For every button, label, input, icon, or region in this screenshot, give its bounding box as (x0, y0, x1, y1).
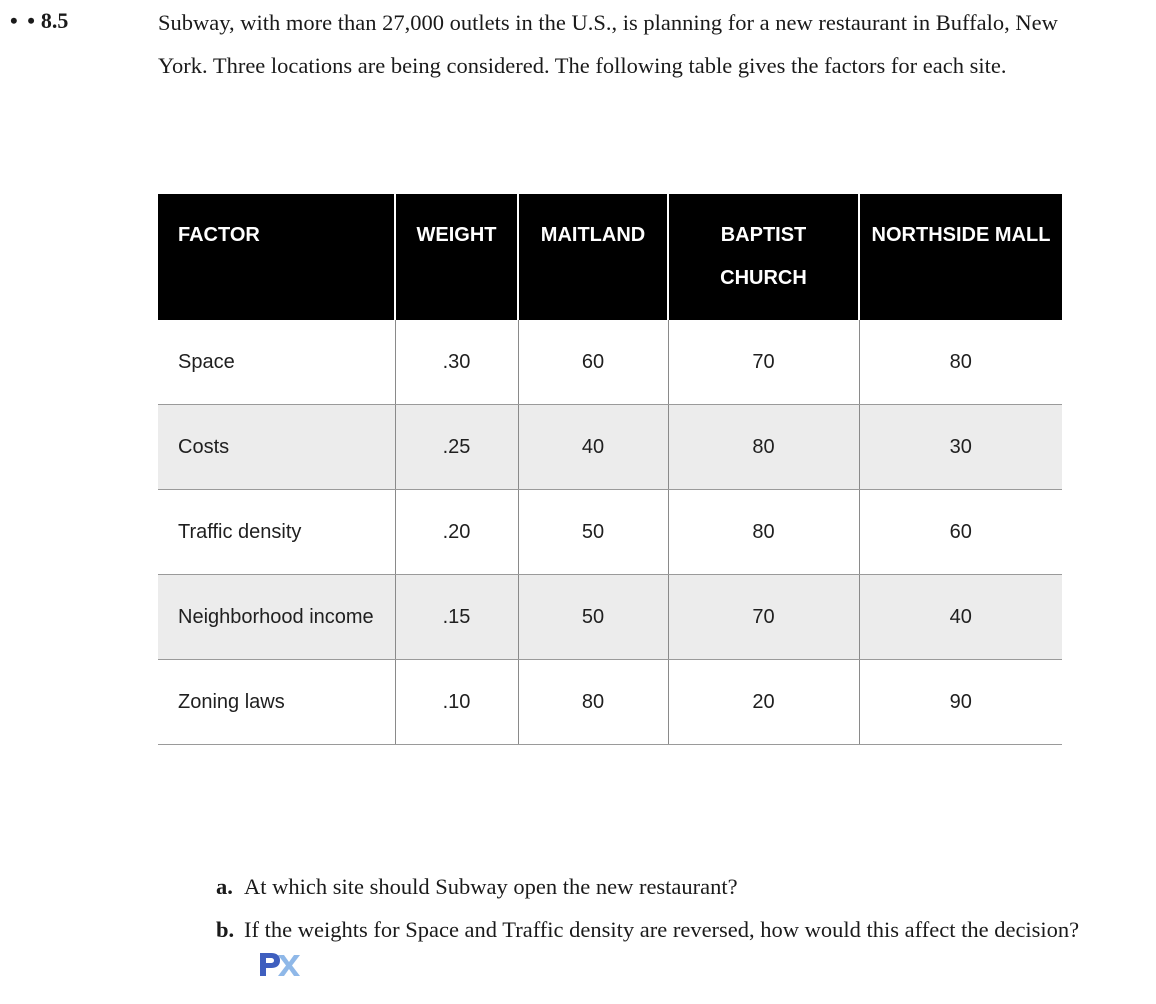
baptist-cell: 80 (668, 490, 859, 575)
header-northside-mall: NORTHSIDE MALL (859, 194, 1062, 320)
problem-intro: Subway, with more than 27,000 outlets in the U.S., is planning for a new restaurant in Buffalo, New York. Three locations are being considered. The following table gives the factors for each site. (158, 10, 1058, 78)
question-b (216, 909, 1096, 994)
table-row (158, 660, 1062, 745)
table-row (158, 405, 1062, 490)
baptist-cell: 70 (668, 575, 859, 660)
table-row (158, 575, 1062, 660)
header-baptist-church: BAPTIST CHURCH (668, 194, 859, 320)
northside-cell: 30 (859, 405, 1062, 490)
table-header-row (158, 194, 1062, 320)
northside-cell: 90 (859, 660, 1062, 745)
question-label: b. (216, 916, 235, 942)
header-weight: WEIGHT (395, 194, 518, 320)
header-factor: FACTOR (158, 194, 395, 320)
baptist-cell: 80 (668, 405, 859, 490)
factor-cell: Costs (158, 405, 395, 490)
weight-cell: .20 (395, 490, 518, 575)
questions (216, 866, 1096, 994)
weight-cell: .25 (395, 405, 518, 490)
header-maitland: MAITLAND (518, 194, 668, 320)
northside-cell: 40 (859, 575, 1062, 660)
problem-number-label: 8.5 (40, 8, 69, 33)
factor-cell: Traffic density (158, 490, 395, 575)
maitland-cell: 50 (518, 490, 668, 575)
question-a (216, 866, 1096, 909)
weight-cell: .15 (395, 575, 518, 660)
question-label: a. (216, 874, 233, 899)
northside-cell: 80 (859, 320, 1062, 405)
maitland-cell: 80 (518, 660, 668, 745)
maitland-cell: 60 (518, 320, 668, 405)
question-text-wrap (244, 909, 1096, 994)
px-logo-icon[interactable] (258, 950, 300, 993)
northside-cell: 60 (859, 490, 1062, 575)
factor-cell: Zoning laws (158, 660, 395, 745)
table-row (158, 320, 1062, 405)
weight-cell: .10 (395, 660, 518, 745)
question-text: At which site should Subway open the new restaurant? (244, 874, 738, 899)
difficulty-dots: • • (10, 8, 37, 33)
maitland-cell: 40 (518, 405, 668, 490)
factor-cell: Space (158, 320, 395, 405)
factor-cell: Neighborhood income (158, 575, 395, 660)
baptist-cell: 70 (668, 320, 859, 405)
maitland-cell: 50 (518, 575, 668, 660)
problem-number (10, 8, 68, 34)
table-row (158, 490, 1062, 575)
baptist-cell: 20 (668, 660, 859, 745)
question-text: If the weights for Space and Traffic density are reversed, how would this affect the decision? (244, 916, 1080, 942)
factor-rating-table (158, 194, 1062, 745)
weight-cell: .30 (395, 320, 518, 405)
